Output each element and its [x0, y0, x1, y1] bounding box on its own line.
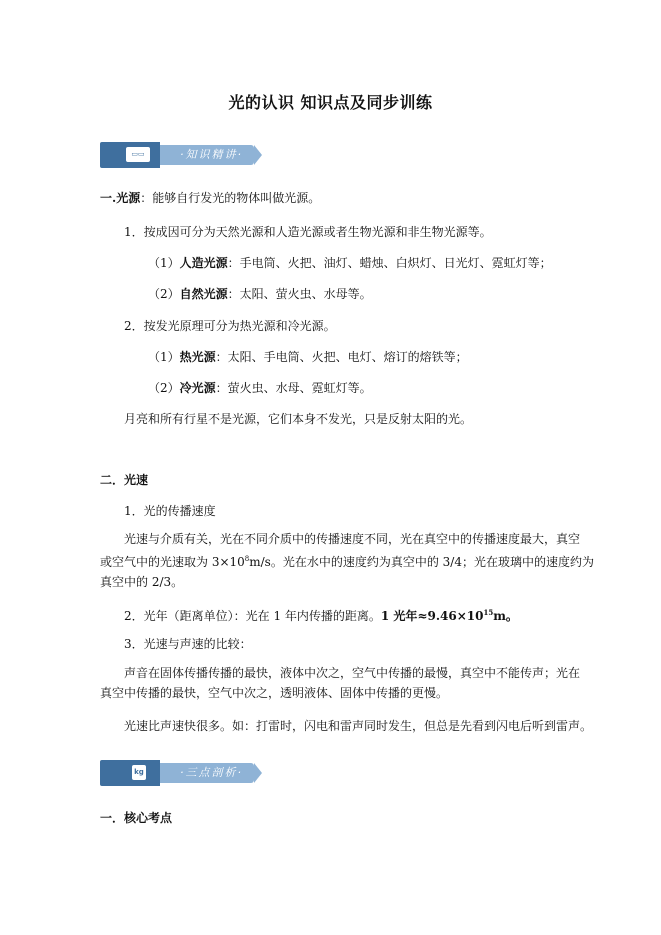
section-banner-knowledge	[100, 142, 270, 168]
term-text: ：太阳、萤火虫、水母等。	[227, 287, 372, 301]
list-number: （2）	[148, 381, 180, 395]
text-segment: 或空气中的光速取为 3×10	[100, 555, 245, 569]
banner-label: ·三点剖析·	[180, 766, 243, 779]
list-number: （2）	[148, 287, 180, 301]
section-heading-light-source	[100, 190, 320, 206]
heading-number: 一.	[100, 191, 117, 205]
text-line: 光速与介质有关，光在不同介质中的传播速度不同，光在真空中的传播速度最大，真空	[124, 532, 581, 546]
term: 自然光源	[179, 287, 228, 301]
list-item	[148, 255, 552, 271]
term-text: ：萤火虫、水母、霓虹灯等。	[215, 381, 372, 395]
banner-label: ·知识精讲·	[180, 148, 243, 161]
text-line	[100, 549, 594, 572]
list-item	[148, 380, 372, 396]
list-number: （1）	[148, 350, 180, 364]
kg-icon	[100, 760, 160, 786]
heading-text: ：能够自行发光的物体叫做光源。	[140, 191, 321, 205]
text-line: 真空中的 2/3。	[100, 575, 184, 589]
heading-text: 一．核心考点	[100, 811, 173, 825]
text-segment: 2．光年（距离单位）：光在 1 年内传播的距离。	[124, 609, 381, 623]
paragraph-light-year	[124, 605, 518, 624]
term: 人造光源	[179, 256, 228, 270]
text-line: 声音在固体传播传播的最快，液体中次之，空气中传播的最慢，真空中不能传声；光在	[124, 666, 581, 680]
kg-icon-inner: kg	[132, 765, 146, 780]
list-number: （1）	[148, 256, 180, 270]
formula: 1 光年≈9.46×10	[380, 609, 484, 623]
term: 热光源	[179, 350, 216, 364]
formula-unit: m。	[493, 609, 518, 623]
paragraph-note: 月亮和所有行星不是光源，它们本身不发光，只是反射太阳的光。	[124, 412, 473, 426]
board-icon-inner: ▭▭	[126, 147, 150, 162]
section-heading-core	[100, 810, 172, 826]
term-text: ：手电筒、火把、油灯、蜡烛、白炽灯、日光灯、霓虹灯等；	[227, 256, 552, 270]
exponent: 15	[483, 608, 494, 617]
paragraph-example: 光速比声速快很多。如：打雷时，闪电和雷声同时发生，但总是先看到闪电后听到雷声。	[124, 719, 593, 733]
text-line: 真空中传播的最快，空气中次之，透明液体、固体中传播的更慢。	[100, 686, 449, 700]
paragraph: 1．光的传播速度	[124, 504, 216, 518]
page-title: 光的认识 知识点及同步训练	[228, 93, 433, 112]
paragraph: 2．按发光原理可分为热光源和冷光源。	[124, 319, 336, 333]
board-icon	[100, 142, 160, 168]
section-heading-light-speed	[100, 472, 148, 488]
paragraph: 3．光速与声速的比较：	[124, 637, 252, 651]
list-item	[148, 349, 468, 365]
heading-term: 光源	[116, 191, 141, 205]
paragraph-light-speed	[100, 529, 594, 592]
term: 冷光源	[179, 381, 216, 395]
term-text: ：太阳、手电筒、火把、电灯、熔订的熔铁等；	[215, 350, 468, 364]
paragraph: 1．按成因可分为天然光源和人造光源或者生物光源和非生物光源等。	[124, 225, 492, 239]
heading-text: 二．光速	[100, 473, 149, 487]
text-segment: m/s。光在水中的速度约为真空中的 3/4；光在玻璃中的速度约为	[249, 555, 594, 569]
exponent: 8	[244, 555, 250, 563]
section-banner-analysis	[100, 760, 270, 786]
paragraph-comparison	[100, 663, 581, 703]
list-item	[148, 286, 372, 302]
